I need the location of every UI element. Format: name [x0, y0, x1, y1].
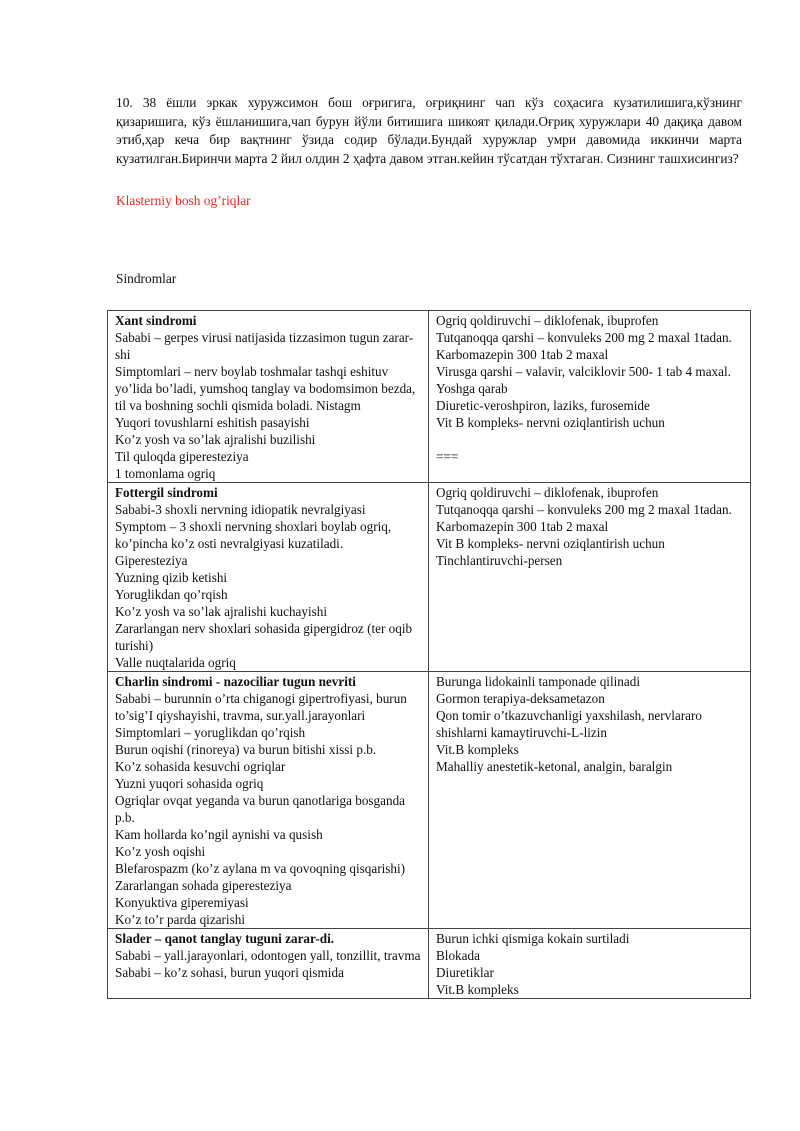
cell-line: Til quloqda giperesteziya — [115, 449, 249, 464]
cell-line: Diuretiklar — [436, 965, 494, 980]
cell-line: Sababi – burunnin o’rta chiganogi gipertrofiyasi, burun to’sig’I qiyshayishi, travma, sur.yall.jarayonlari — [115, 691, 407, 723]
cell-line: Burunga lidokainli tamponade qilinadi — [436, 674, 641, 689]
syndrome-description-cell — [108, 311, 429, 483]
cell-line: Ogriq qoldiruvchi – diklofenak, ibuprofen — [436, 485, 659, 500]
cell-line: Simptomlari – nerv boylab toshmalar tashqi eshituv yo’lida bo’ladi, yumshoq tanglay va bodomsimon bezda, til va boshning sochli qismida boladi. Nistagm — [115, 364, 416, 413]
syndrome-title: Fottergil sindromi — [115, 485, 218, 500]
cell-line: Virusga qarshi – valavir, valciklovir 500- 1 tab 4 maxal. Yoshga qarab — [436, 364, 731, 396]
cell-line: Yuzning qizib ketishi — [115, 570, 228, 585]
cell-line: Ko’z yosh va so’lak ajralishi buzilishi — [115, 432, 316, 447]
cell-line: Simptomlari – yoruglikdan qo’rqish — [115, 725, 306, 740]
cell-line: Qon tomir o’tkazuvchanligi yaxshilash, nervlararo shishlarni kamaytiruvchi-L-lizin — [436, 708, 702, 740]
table-row — [108, 483, 751, 672]
cell-line: Gormon terapiya-deksametazon — [436, 691, 605, 706]
cell-line: Sababi-3 shoxli nervning idiopatik nevralgiyasi — [115, 502, 366, 517]
cell-line — [436, 431, 743, 448]
treatment-cell — [429, 311, 751, 483]
treatment-cell — [429, 929, 751, 999]
cell-line: Blokada — [436, 948, 480, 963]
cell-line: Symptom – 3 shoxli nervning shoxlari boylab ogriq, ko’pincha ko’z osti nevralgiyasi kuzatiladi. — [115, 519, 392, 551]
table-row — [108, 672, 751, 929]
cell-line: === — [436, 449, 459, 464]
cell-line: Burun oqishi (rinoreya) va burun bitishi xissi p.b. — [115, 742, 377, 757]
cell-line: Yoruglikdan qo’rqish — [115, 587, 228, 602]
cell-line: Konyuktiva giperemiyasi — [115, 895, 249, 910]
cell-line: Ko’z to’r parda qizarishi — [115, 912, 245, 927]
treatment-cell — [429, 483, 751, 672]
syndrome-description-cell — [108, 672, 429, 929]
cell-line: Mahalliy anestetik-ketonal, analgin, baralgin — [436, 759, 673, 774]
cell-line: Yuqori tovushlarni eshitish pasayishi — [115, 415, 310, 430]
cell-line: Ko’z sohasida kesuvchi ogriqlar — [115, 759, 286, 774]
syndromes-table — [107, 310, 751, 999]
cell-line: Ogriqlar ovqat yeganda va burun qanotlariga bosganda p.b. — [115, 793, 406, 825]
question-text: 10. 38 ёшли эркак хуружсимон бош оғригига, оғриқнинг чап кўз соҳасига кузатилишига,кўзнинг қизаришига, кўз ёшланишига,чап бурун йўли битишига шикоят қилади.Оғриқ хуружлари 40 дақиқа давом этиб,ҳар кеча бир вақтнинг ўзида содир бўлади.Бундай хуружлар умри давомида иккинчи марта кузатилган.Биринчи марта 2 йил олдин 2 ҳафта давом этган.кейин тўсатдан тўхтаган. Сизнинг ташхисингиз? — [116, 95, 742, 166]
cell-line: Sababi – gerpes virusi natijasida tizzasimon tugun zarar-shi — [115, 330, 414, 362]
cell-line: Diuretic-veroshpiron, laziks, furosemide — [436, 398, 650, 413]
cell-line: Ogriq qoldiruvchi – diklofenak, ibuprofen — [436, 313, 659, 328]
cell-line: Tinchlantiruvchi-persen — [436, 553, 563, 568]
cell-line: Sababi – yall.jarayonlari, odontogen yall, tonzillit, travma — [115, 948, 421, 963]
answer-text: Klasterniy bosh og’riqlar — [116, 193, 251, 208]
table-row — [108, 929, 751, 999]
cell-line: Sababi – ko’z sohasi, burun yuqori qismida — [115, 965, 344, 980]
cell-line: Tutqanoqqa qarshi – konvuleks 200 mg 2 maxal 1tadan. Karbomazepin 300 1tab 2 maxal — [436, 330, 732, 362]
cell-line: Vit B kompleks- nervni oziqlantirish uchun — [436, 536, 665, 551]
cell-line: Vit B kompleks- nervni oziqlantirish uchun — [436, 415, 665, 430]
cell-line: Vit.B kompleks — [436, 982, 519, 997]
cell-line: Giperesteziya — [115, 553, 188, 568]
cell-line: Ko’z yosh va so’lak ajralishi kuchayishi — [115, 604, 328, 619]
cell-line: Ko’z yosh oqishi — [115, 844, 206, 859]
treatment-cell — [429, 672, 751, 929]
syndrome-description-cell — [108, 483, 429, 672]
cell-line: Valle nuqtalarida ogriq — [115, 655, 236, 670]
syndromes-table-body — [108, 311, 751, 999]
syndrome-title: Xant sindromi — [115, 313, 197, 328]
cell-line: Blefarospazm (ko’z aylana m va qovoqning qisqarishi) — [115, 861, 406, 876]
cell-line: Yuzni yuqori sohasida ogriq — [115, 776, 264, 791]
cell-line: Tutqanoqqa qarshi – konvuleks 200 mg 2 maxal 1tadan. Karbomazepin 300 1tab 2 maxal — [436, 502, 732, 534]
cell-line: Zararlangan sohada giperesteziya — [115, 878, 292, 893]
cell-line: Kam hollarda ko’ngil aynishi va qusish — [115, 827, 323, 842]
syndrome-title: Slader – qanot tanglay tuguni zarar-di. — [115, 931, 335, 946]
syndrome-title: Charlin sindromi - nazociliar tugun nevriti — [115, 674, 356, 689]
cell-line: Vit.B kompleks — [436, 742, 519, 757]
table-row — [108, 311, 751, 483]
syndrome-description-cell — [108, 929, 429, 999]
cell-line: Burun ichki qismiga kokain surtiladi — [436, 931, 630, 946]
cell-line: Zararlangan nerv shoxlari sohasida gipergidroz (ter oqib turishi) — [115, 621, 413, 653]
section-title: Sindromlar — [116, 271, 177, 286]
cell-line: 1 tomonlama ogriq — [115, 466, 216, 481]
